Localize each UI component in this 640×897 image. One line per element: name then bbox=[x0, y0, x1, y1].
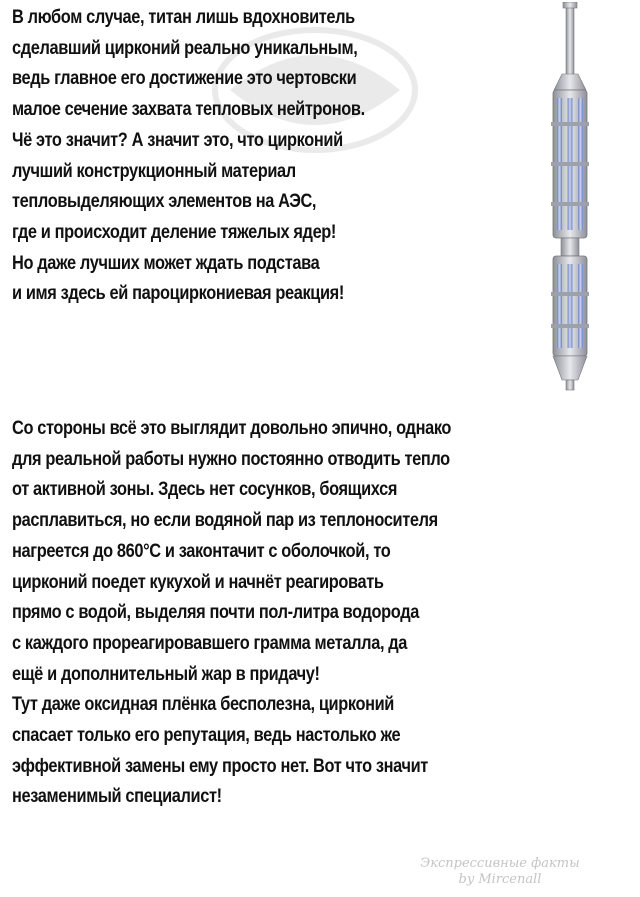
watermark-title: Экспрессивные факты bbox=[420, 856, 580, 871]
text-line: где и происходит деление тяжелых ядер! bbox=[12, 220, 337, 243]
text-line: прямо с водой, выделяя почти пол-литра водорода bbox=[12, 601, 419, 624]
text-line: расплавиться, но если водяной пар из теплоносителя bbox=[12, 509, 438, 532]
text-line: ведь главное его достижение это чертовски bbox=[12, 67, 357, 90]
paragraph-reaction bbox=[12, 413, 535, 812]
text-line: В любом случае, титан лишь вдохновитель bbox=[12, 6, 355, 28]
watermark-author: by Mircenall bbox=[458, 872, 542, 887]
watermark bbox=[400, 856, 600, 888]
text-line: сделавший цирконий реально уникальным, bbox=[12, 36, 358, 59]
text-line: лучший конструкционный материал bbox=[12, 159, 296, 182]
text-line: Но даже лучших может ждать подстава bbox=[12, 251, 320, 274]
text-line: малое сечение захвата тепловых нейтронов. bbox=[12, 98, 365, 121]
text-line: цирконий поедет кукухой и начнёт реагировать bbox=[12, 570, 384, 593]
text-line: нагреется до 860°С и законтачит с оболочкой, то bbox=[12, 539, 391, 562]
text-line: для реальной работы нужно постоянно отводить тепло bbox=[12, 447, 450, 470]
text-line: ещё и дополнительный жар в придачу! bbox=[12, 662, 320, 685]
text-line: спасает только его репутация, ведь настолько же bbox=[12, 724, 401, 747]
text-line: Чё это значит? А значит это, что цирконий bbox=[12, 128, 343, 151]
text-line: от активной зоны. Здесь нет сосунков, боящихся bbox=[12, 478, 398, 501]
fuel-rod-assembly-icon bbox=[520, 2, 620, 392]
paragraph-intro bbox=[12, 2, 432, 309]
text-line: с каждого прореагировавшего грамма металла, да bbox=[12, 631, 408, 654]
text-line: эффективной замены ему просто нет. Вот что значит bbox=[12, 754, 428, 777]
text-line: и имя здесь ей пароциркониевая реакция! bbox=[12, 282, 344, 305]
text-line: Тут даже оксидная плёнка бесполезна, цирконий bbox=[12, 693, 394, 716]
text-line: тепловыделяющих элементов на АЭС, bbox=[12, 190, 317, 213]
text-line: Со стороны всё это выглядит довольно эпично, однако bbox=[12, 417, 452, 439]
text-line: незаменимый специалист! bbox=[12, 785, 222, 808]
